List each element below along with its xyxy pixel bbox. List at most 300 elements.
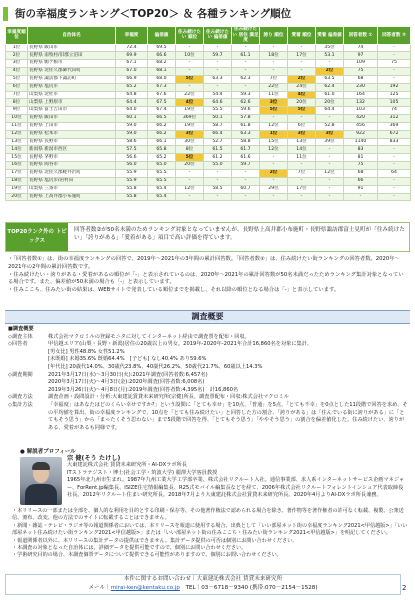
municipality-cell: 長野県 塩尻市/岩村田 bbox=[28, 177, 116, 185]
table-cell: 66.2 bbox=[148, 130, 176, 138]
note-item: ・「回答者数①」は、街の幸福度ランキングの回答で、2019年～2021年の3年間の累計回答数。「回答者数②」は、住み続けたい街ランキングの回答者数。2020年～2021年の2年間の累計回答数です。 bbox=[8, 256, 400, 270]
table-row bbox=[6, 107, 411, 115]
table-notes bbox=[8, 256, 408, 295]
table-cell: 11位 bbox=[6, 122, 28, 130]
table-cell: 64.0 bbox=[116, 107, 148, 115]
table-cell: 369 bbox=[378, 122, 411, 130]
table-cell: 64.4 bbox=[116, 99, 148, 107]
topics-text: 回答者数②が50名未満のためランキング対象となっていませんが、長野県上高井郡小布施町・長野県諏訪郡富士見町が「住み続けたい」「誇りがある」「愛着がある」項目で高い評価を得ています。 bbox=[74, 227, 405, 241]
table-cell: 54.4 bbox=[204, 91, 232, 99]
table-cell: 2位 bbox=[260, 170, 288, 178]
table-cell: 53.1 bbox=[316, 52, 344, 60]
table-cell: 3位 bbox=[260, 99, 288, 107]
table-cell: 8位 bbox=[176, 146, 204, 154]
table-cell: - bbox=[288, 177, 316, 185]
table-cell: - bbox=[260, 44, 288, 52]
table-cell: 16位 bbox=[6, 162, 28, 170]
table-cell: - bbox=[288, 68, 316, 76]
table-cell: 56.0 bbox=[116, 162, 148, 170]
table-cell: 66.6 bbox=[148, 52, 176, 60]
table-row bbox=[6, 162, 411, 170]
table-cell: - bbox=[288, 60, 316, 68]
table-cell: 61.5 bbox=[204, 146, 232, 154]
table-row bbox=[6, 91, 411, 99]
column-header: 偏差値 bbox=[148, 27, 176, 45]
table-cell: 20位 bbox=[6, 193, 28, 201]
table-cell: - bbox=[260, 154, 288, 162]
table-cell: 81 bbox=[344, 154, 378, 162]
table-cell: - bbox=[316, 146, 344, 154]
table-cell: 58.8 bbox=[232, 138, 260, 146]
table-cell: 67.3 bbox=[148, 83, 176, 91]
survey-row bbox=[8, 341, 408, 371]
table-cell: 60.1 bbox=[116, 115, 148, 123]
note-item: ・住み続けたい・誇りがある・愛着があるの順位が「-」と表示されているのは、2020年～2021年の累計回答数が50名未満だったためランキング集計対象となっている場合です。また、偏差値が50未満の場合も「-」と表示しています。 bbox=[8, 271, 404, 286]
table-cell: 18位 bbox=[260, 52, 288, 60]
table-cell: 97 bbox=[344, 52, 378, 60]
table-row bbox=[6, 44, 411, 52]
table-cell: 62.6 bbox=[232, 99, 260, 107]
mail-link[interactable]: mirai-ken@kentaku.co.jp bbox=[110, 585, 180, 591]
table-cell: 57.8 bbox=[232, 115, 260, 123]
table-cell: 105 bbox=[378, 99, 411, 107]
table-cell: - bbox=[316, 115, 344, 123]
profile-bio: 1965年北九州市生まれ。1987年九州工業大学工学部卒業、株式会社リクルート入社。通信事業部、求人系インターネットサービス企画マネジャー、ForRent.jp編集長、ISIZE住宅情報編集長、R25式モバイル編集長などを経て、2006年株式会社リクルートフォレントインシュア代表取締役社長。2012年リクルート住まい研究所長。2018年7月より大東建託株式会社賃貸未来研究所長。2020年4月よりAI-DXラボ所長兼務。 bbox=[67, 477, 405, 499]
survey-heading: ■調査概要 bbox=[8, 326, 34, 332]
contact-box bbox=[5, 574, 401, 595]
table-cell: 3位 bbox=[6, 60, 28, 68]
table-cell: 164 bbox=[344, 91, 378, 99]
table-cell: 24位 bbox=[288, 83, 316, 91]
table-cell: 61.2 bbox=[204, 154, 232, 162]
municipality-cell: 新潟県 新潟市西区 bbox=[28, 146, 116, 154]
table-cell: 5位 bbox=[288, 107, 316, 115]
mail-label: メール｜ bbox=[88, 585, 111, 591]
note-item: ・住みここち、住みたい街の結果は、WEBサイトで発表している順位までを掲載し、それ以降の順位となる場合は「-」と表示しています。 bbox=[8, 287, 340, 294]
survey-row bbox=[8, 372, 408, 395]
disclaimer bbox=[12, 508, 408, 560]
table-cell: - bbox=[288, 115, 316, 123]
municipality-cell: 山梨県 北杜市 bbox=[28, 91, 116, 99]
table-cell: - bbox=[288, 44, 316, 52]
table-cell: 67.4 bbox=[148, 107, 176, 115]
table-cell: 62.4 bbox=[316, 83, 344, 91]
table-cell: 61.6 bbox=[232, 154, 260, 162]
table-cell: 64.8 bbox=[116, 91, 148, 99]
table-cell: - bbox=[316, 185, 344, 193]
table-cell: 3位 bbox=[288, 130, 316, 138]
table-cell: - bbox=[378, 193, 411, 201]
disclaimer-item: ・本リリースの一部または全部を、個人的な利用を目的とする印刷・保存等、その他著作権法で認められる場合を除き、著作物等を著作権者の許可なく転載、複製、公衆送信、頒布、改変、他の方法でのサイトに転載することはできません。 bbox=[12, 508, 404, 522]
column-header: 住み続けたい 偏差値 bbox=[204, 27, 232, 45]
table-cell: 13位 bbox=[6, 138, 28, 146]
column-header: 幸福度順位 bbox=[6, 27, 28, 45]
contact-heading: 本件に関するお問い合わせ｜大東建託株式会社 賃貸未来研究所 bbox=[123, 576, 283, 582]
table-cell: 66.1 bbox=[148, 138, 176, 146]
disclaimer-item: ・学術研究目的の場合、本調査個票データについて提供できる可能性がありますので、個別にお問い合わせください。 bbox=[12, 552, 282, 559]
table-cell: 6位 bbox=[6, 83, 28, 91]
table-cell: - bbox=[378, 185, 411, 193]
survey-overview bbox=[8, 326, 408, 432]
table-cell: 65.5 bbox=[148, 177, 176, 185]
profile-title: 大東建託株式会社 賃貸未来研究所・AI-DXラボ所長 bbox=[67, 462, 187, 469]
table-cell: 10位 bbox=[176, 52, 204, 60]
table-cell: 30位 bbox=[176, 138, 204, 146]
table-cell: 2位 bbox=[288, 75, 316, 83]
table-row bbox=[6, 52, 411, 60]
table-cell: 74 bbox=[378, 107, 411, 115]
table-cell: 13位 bbox=[288, 138, 316, 146]
table-cell: 922 bbox=[344, 130, 378, 138]
table-cell: - bbox=[176, 83, 204, 91]
table-cell: - bbox=[378, 44, 411, 52]
table-cell: 66.9 bbox=[116, 75, 148, 83]
table-row bbox=[6, 138, 411, 146]
table-cell: 65.2 bbox=[148, 154, 176, 162]
table-cell: 63.5 bbox=[316, 75, 344, 83]
table-cell: 63.3 bbox=[204, 75, 232, 83]
municipality-cell: 長野県 松本市 bbox=[28, 130, 116, 138]
table-cell: 12位 bbox=[176, 185, 204, 193]
table-cell: 55.8 bbox=[116, 185, 148, 193]
table-cell: 230 bbox=[344, 83, 378, 91]
table-cell: 68.2 bbox=[148, 60, 176, 68]
table-cell: 1位 bbox=[260, 130, 288, 138]
table-cell: 369位 bbox=[176, 115, 204, 123]
profile-text bbox=[67, 455, 407, 499]
table-cell: 5位 bbox=[176, 154, 204, 162]
table-cell: - bbox=[260, 60, 288, 68]
table-cell: - bbox=[378, 177, 411, 185]
table-cell: 833 bbox=[378, 138, 411, 146]
table-cell: - bbox=[378, 162, 411, 170]
contact-details bbox=[6, 584, 400, 593]
table-cell: 420 bbox=[344, 115, 378, 123]
table-cell: 75 bbox=[344, 162, 378, 170]
table-cell: 19位 bbox=[6, 185, 28, 193]
table-cell: 109 bbox=[344, 60, 378, 68]
table-cell: 61.1 bbox=[232, 52, 260, 60]
table-cell: - bbox=[204, 83, 232, 91]
municipality-cell: 長野県 飯田市 bbox=[28, 115, 116, 123]
table-cell: 12位 bbox=[6, 130, 28, 138]
table-row bbox=[6, 60, 411, 68]
table-cell: 64.6 bbox=[204, 99, 232, 107]
table-cell: 672 bbox=[378, 130, 411, 138]
table-cell: 6位 bbox=[288, 122, 316, 130]
municipality-cell: 長野県 上田市 bbox=[28, 122, 116, 130]
table-cell: 4位 bbox=[6, 68, 28, 76]
table-cell: 66 bbox=[344, 177, 378, 185]
table-cell: 66.5 bbox=[148, 115, 176, 123]
municipality-cell: 長野県 岡谷市 bbox=[28, 162, 116, 170]
table-cell: 66.2 bbox=[148, 122, 176, 130]
table-cell: 1位 bbox=[6, 44, 28, 52]
table-cell: - bbox=[176, 193, 204, 201]
topics-box bbox=[5, 222, 410, 252]
table-cell: 3位 bbox=[316, 130, 344, 138]
column-header: 自治体名 bbox=[28, 27, 116, 45]
table-row bbox=[6, 185, 411, 193]
table-cell: 65.4 bbox=[148, 185, 176, 193]
table-cell: - bbox=[260, 115, 288, 123]
table-cell: 67.6 bbox=[148, 91, 176, 99]
municipality-cell: 山梨県 三条市 bbox=[28, 185, 116, 193]
table-row bbox=[6, 193, 411, 201]
table-cell: 18位 bbox=[6, 177, 28, 185]
table-cell: 12位 bbox=[260, 146, 288, 154]
table-cell: 19位 bbox=[176, 107, 204, 115]
table-cell: 66.4 bbox=[204, 130, 232, 138]
table-cell: 83 bbox=[344, 146, 378, 154]
table-cell: 192 bbox=[378, 83, 411, 91]
municipality-cell: 長野県 南牧村/旧郡立沼田 bbox=[28, 52, 116, 60]
table-cell: 63.3 bbox=[232, 130, 260, 138]
table-cell: 55.8 bbox=[116, 193, 148, 201]
table-cell: 52.8 bbox=[316, 122, 344, 130]
table-row bbox=[6, 75, 411, 83]
table-cell: - bbox=[378, 75, 411, 83]
table-cell: 68.1 bbox=[148, 68, 176, 76]
column-header: 愛着 順位 bbox=[288, 27, 316, 45]
table-row bbox=[6, 83, 411, 91]
table-cell: 61.0 bbox=[316, 91, 344, 99]
table-cell: 11位 bbox=[260, 91, 288, 99]
table-cell: - bbox=[232, 170, 260, 178]
survey-key: ◇調査期間 bbox=[8, 371, 33, 378]
table-cell: 65.0 bbox=[148, 162, 176, 170]
table-cell: 12位 bbox=[260, 122, 288, 130]
table-cell: - bbox=[204, 177, 232, 185]
municipality-cell: 長野県 飯山市 bbox=[28, 44, 116, 52]
table-cell: 75 bbox=[378, 60, 411, 68]
survey-value: 「幸福度」はあなたはどのくらい幸せですか?」という設問に「とても幸せ」を10点、「普通」を5点、「とても不幸」を0点とした11段階で回答を求め、その平均値を算出。街の幸福度ランキングで、10点を「とても住み続けたい」と回答した方の割合、「誇りがある」は「住んでいる街に誇りがある」に「とてもそう思う」から「まったくそう思わない」まで5段階で回答を得、「とてもそう思う」「ややそう思う」の割合を偏差値化した。住み続けたい、誇りがある、愛着があるも同様です。 bbox=[48, 401, 408, 431]
table-cell: 67.1 bbox=[116, 60, 148, 68]
table-cell: - bbox=[316, 154, 344, 162]
table-cell: - bbox=[232, 177, 260, 185]
table-cell: 65.2 bbox=[116, 83, 148, 91]
table-cell: 68 bbox=[344, 75, 378, 83]
table-cell: - bbox=[316, 162, 344, 170]
table-cell: 72.4 bbox=[116, 44, 148, 52]
table-cell: 62.3 bbox=[232, 75, 260, 83]
survey-section-title bbox=[5, 310, 410, 324]
table-cell: - bbox=[204, 170, 232, 178]
table-cell: 17位 bbox=[288, 52, 316, 60]
table-cell: 91 bbox=[344, 185, 378, 193]
table-row bbox=[6, 122, 411, 130]
table-cell: 20位 bbox=[316, 99, 344, 107]
table-cell: 15位 bbox=[6, 154, 28, 162]
table-cell: 9位 bbox=[6, 107, 28, 115]
table-cell: 35位 bbox=[316, 44, 344, 52]
table-row bbox=[6, 177, 411, 185]
header-accent-bar bbox=[3, 7, 8, 21]
table-cell: - bbox=[232, 68, 260, 76]
table-cell: 2位 bbox=[6, 52, 28, 60]
profile-subtitle: ITストラテジスト・博士(社会工学・筑波大学) 麗澤大学客員教授 bbox=[67, 469, 218, 476]
table-cell: - bbox=[316, 177, 344, 185]
table-cell: 58.7 bbox=[204, 122, 232, 130]
table-row bbox=[6, 146, 411, 154]
table-cell: 61.7 bbox=[232, 146, 260, 154]
column-header: 誇り 順位 bbox=[260, 27, 288, 45]
table-cell: 132 bbox=[344, 99, 378, 107]
table-cell: 55.5 bbox=[204, 107, 232, 115]
municipality-cell: 長野県 北佐久郡御代田町 bbox=[28, 68, 116, 76]
table-cell: 29位 bbox=[260, 185, 288, 193]
table-cell: 10位 bbox=[6, 115, 28, 123]
survey-key: ◇調査方法 bbox=[8, 394, 33, 401]
municipality-cell: 長野県 長野市 bbox=[28, 138, 116, 146]
table-cell: 4位 bbox=[288, 91, 316, 99]
table-cell: 60.7 bbox=[232, 185, 260, 193]
table-cell: - bbox=[344, 193, 378, 201]
table-cell: - bbox=[204, 44, 232, 52]
table-cell: 59.0 bbox=[116, 122, 148, 130]
table-cell: 65.5 bbox=[148, 170, 176, 178]
survey-section-title-text: 調査概要 bbox=[191, 312, 224, 321]
table-cell: 56.6 bbox=[116, 154, 148, 162]
phone-text: TEL｜03－6718－9340 (携帯:070－2154－1528) bbox=[185, 585, 318, 591]
survey-value: 2021年3月17日(水)～3月30日(火):2021年調査(回答者数:6,457名) 2020年3月17日(火)～4月3日(金):2020年調査(回答者数:6,008名) 2019年3月26日(火)～4月8日(月):2019年調査(回答者数:4,395名) 計16,860名 bbox=[48, 371, 239, 393]
column-header: 回答者数 ② bbox=[378, 27, 411, 45]
table-cell: 1140 bbox=[344, 138, 378, 146]
profile-header: ● 解説者プロフィール bbox=[20, 449, 76, 455]
table-row bbox=[6, 130, 411, 138]
table-cell: - bbox=[204, 68, 232, 76]
table-cell: - bbox=[316, 193, 344, 201]
survey-row bbox=[8, 402, 408, 432]
column-header: 住み続けたい 居住 満足度 bbox=[232, 27, 259, 43]
table-cell: 19位 bbox=[176, 122, 204, 130]
table-cell: - bbox=[232, 193, 260, 201]
table-cell: - bbox=[176, 177, 204, 185]
table-cell: 69.9 bbox=[116, 52, 148, 60]
table-row bbox=[6, 154, 411, 162]
table-cell: - bbox=[176, 44, 204, 52]
table-cell: 8位 bbox=[6, 99, 28, 107]
table-cell: - bbox=[204, 193, 232, 201]
table-row bbox=[6, 170, 411, 178]
municipality-cell: 山梨県 上野原市 bbox=[28, 99, 116, 107]
municipality-cell: 長野県 塩尻市 bbox=[28, 83, 116, 91]
table-cell: 55.0 bbox=[204, 162, 232, 170]
table-cell: 57.5 bbox=[116, 146, 148, 154]
table-cell: 68 bbox=[344, 170, 378, 178]
table-cell: 55.9 bbox=[116, 170, 148, 178]
table-cell: 22位 bbox=[260, 83, 288, 91]
table-cell: 103 bbox=[344, 107, 378, 115]
column-header: 回答者数 ① bbox=[344, 27, 378, 45]
table-cell: 65.8 bbox=[148, 146, 176, 154]
disclaimer-item: ・本調査の対象となった自治体には、詳細データを提供可能ですので、個別にお問い合わせください。 bbox=[12, 545, 247, 552]
table-cell: - bbox=[232, 83, 260, 91]
table-cell: - bbox=[378, 52, 411, 60]
survey-value: 調査企画・設問設計・分析:大東建託賃貸未来研究所(宗健)所長、調査票配布・回収:株式会社マクロミル bbox=[48, 394, 289, 401]
table-cell: 64.4 bbox=[316, 107, 344, 115]
table-cell: - bbox=[260, 162, 288, 170]
table-cell: 59.0 bbox=[116, 130, 148, 138]
table-cell: - bbox=[288, 193, 316, 201]
survey-row bbox=[8, 394, 408, 402]
table-cell: 125 bbox=[378, 91, 411, 99]
table-cell: 58.5 bbox=[204, 185, 232, 193]
page-number: 2 bbox=[402, 584, 407, 592]
table-cell: 67.0 bbox=[116, 68, 148, 76]
table-row bbox=[6, 115, 411, 123]
table-cell: 68.0 bbox=[148, 75, 176, 83]
table-cell: - bbox=[316, 60, 344, 68]
table-cell: - bbox=[204, 60, 232, 68]
table-cell: 59.7 bbox=[204, 52, 232, 60]
table-cell: 74 bbox=[344, 44, 378, 52]
table-cell: 15位 bbox=[260, 138, 288, 146]
page-header bbox=[3, 6, 412, 22]
table-cell: - bbox=[176, 170, 204, 178]
table-cell: - bbox=[232, 44, 260, 52]
table-cell: 7位 bbox=[6, 91, 28, 99]
municipality-cell: 山梨県 富士吉田市 bbox=[28, 107, 116, 115]
table-cell: 2位 bbox=[316, 68, 344, 76]
survey-key: ◇調査主体 bbox=[8, 333, 33, 340]
table-cell: - bbox=[378, 68, 411, 76]
municipality-cell: 長野県 茅野市 bbox=[28, 154, 116, 162]
table-cell: 64 bbox=[378, 170, 411, 178]
municipality-cell: 長野県 北佐久郡軽井沢町 bbox=[28, 170, 116, 178]
disclaimer-item: ・新聞・雑誌・テレビ・ラジオ等の報道関係者においては、本リリースを報道に使用する場合、出典として「いい部屋ネット街の幸福度ランキング2021<甲信越版>」「いい部屋ネット住み続けたい街ランキング2021<甲信越版>」または「いい部屋ネット街の住みここち・住みたい街ランキング2021<甲信越版>」を明記してください。 bbox=[12, 522, 408, 537]
table-cell: 65.4 bbox=[148, 193, 176, 201]
table-cell: 11位 bbox=[288, 154, 316, 162]
table-cell: 7位 bbox=[288, 170, 316, 178]
table-cell: 67.5 bbox=[148, 99, 176, 107]
table-cell: 4位 bbox=[176, 99, 204, 107]
table-cell: 5位 bbox=[176, 75, 204, 83]
table-cell: - bbox=[260, 68, 288, 76]
table-cell: - bbox=[176, 60, 204, 68]
table-cell: 17位 bbox=[288, 185, 316, 193]
table-cell: 59.7 bbox=[232, 162, 260, 170]
survey-key: ◇集計方法 bbox=[8, 401, 33, 408]
table-cell: 12位 bbox=[316, 170, 344, 178]
table-cell: - bbox=[378, 154, 411, 162]
table-cell: 17位 bbox=[6, 170, 28, 178]
column-header: 住み続けたい 順位 bbox=[176, 27, 204, 45]
table-cell: - bbox=[260, 177, 288, 185]
ranking-table-body bbox=[6, 44, 411, 201]
topics-label: TOP20ランク外の トピックス bbox=[6, 223, 68, 251]
municipality-cell: 長野県 上高井郡小布施町 bbox=[28, 193, 116, 201]
table-row bbox=[6, 99, 411, 107]
table-cell: 5位 bbox=[260, 107, 288, 115]
table-cell: - bbox=[378, 146, 411, 154]
table-cell: 20位 bbox=[288, 99, 316, 107]
table-cell: 3位 bbox=[176, 130, 204, 138]
table-cell: 59.3 bbox=[232, 91, 260, 99]
table-cell: 5位 bbox=[6, 75, 28, 83]
table-cell: - bbox=[260, 193, 288, 201]
municipality-cell: 長野県 駒ケ根市 bbox=[28, 60, 116, 68]
municipality-cell: 長野県 諏訪郡下諏訪町 bbox=[28, 75, 116, 83]
table-cell: 61.8 bbox=[232, 122, 260, 130]
table-cell: 456 bbox=[344, 122, 378, 130]
profile-name: 宗 健(そう たけし) bbox=[67, 455, 121, 462]
table-cell: 52.7 bbox=[204, 138, 232, 146]
profile-photo bbox=[20, 457, 62, 505]
survey-value: 甲信越エリア(山梨・長野・新潟)居住の20歳以上の男女。2019年-2020年-2021年合計16,860名を対象に集計。 [男女比] 男性48.8% 女性51.2% [未既婚] 未婚35.6% 既婚64.4% [子ども] なし40.4% あり59.6% [年代比] 20歳代14.0%、30歳代23.8%、40歳代26.2%、50歳代21.7%、60歳以上14.3% bbox=[48, 341, 313, 370]
table-cell: 58.6 bbox=[116, 138, 148, 146]
column-header: 幸福度 bbox=[116, 27, 148, 45]
